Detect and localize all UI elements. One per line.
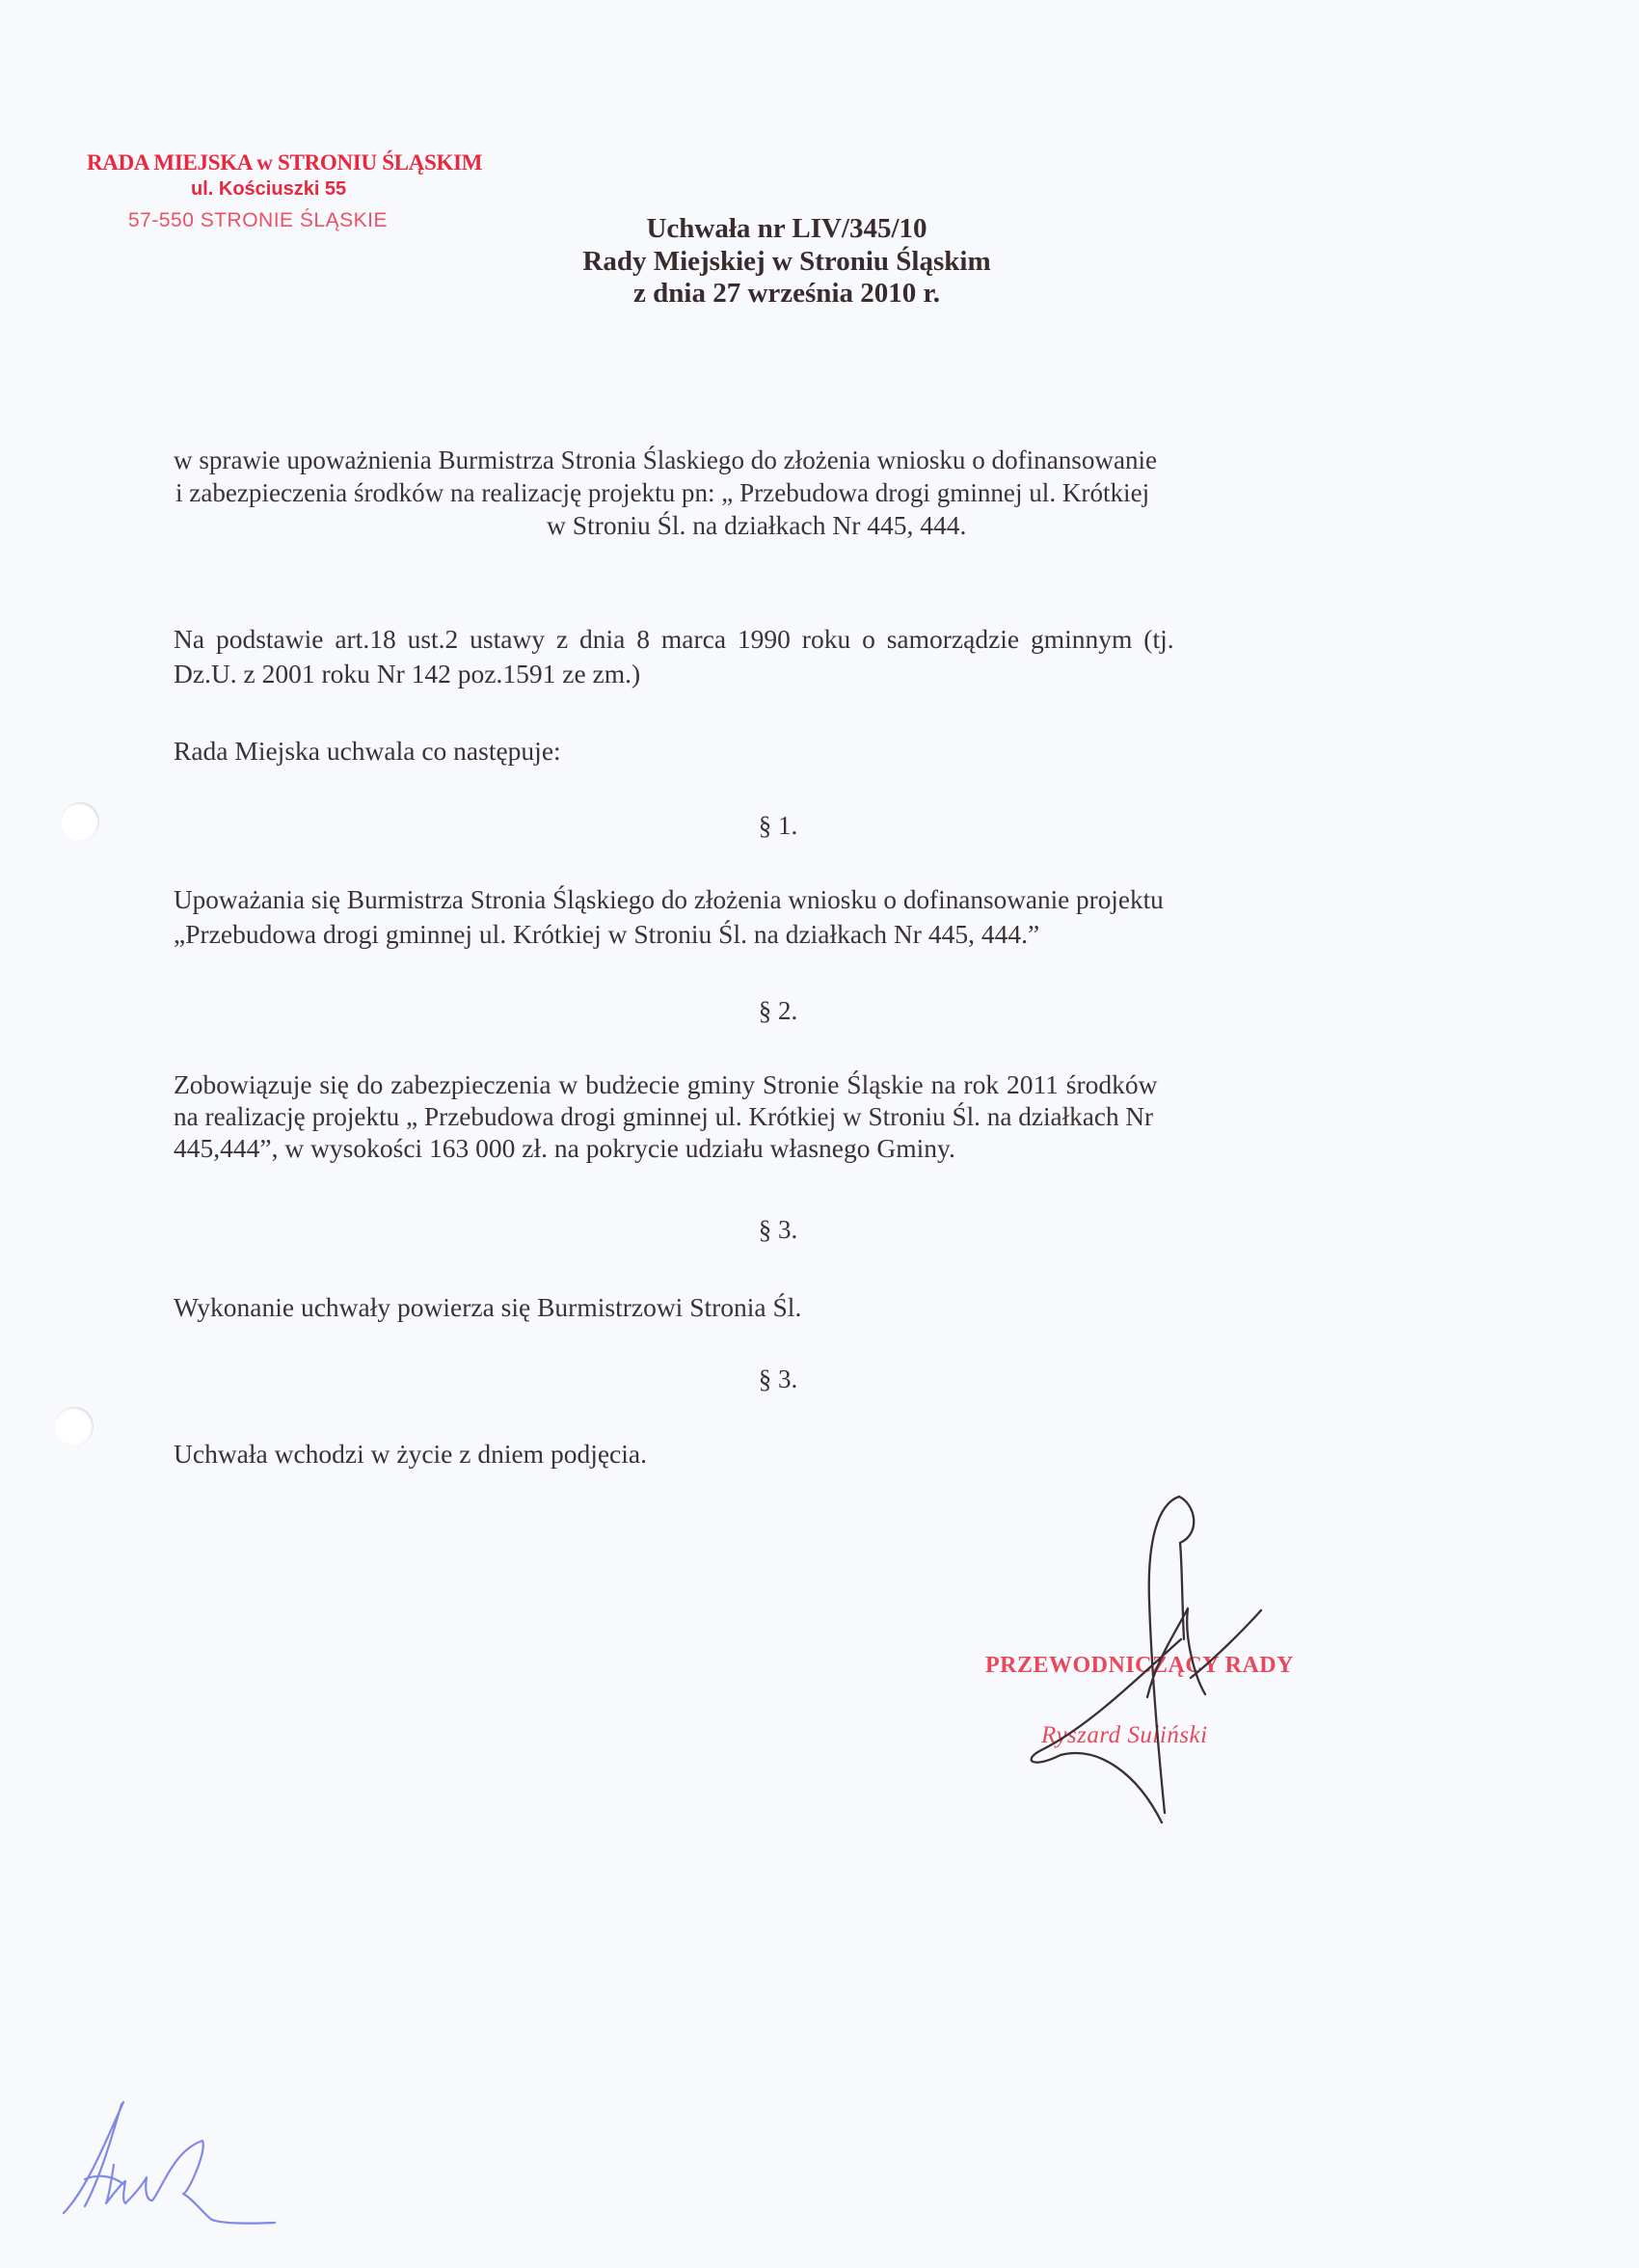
section-line: „Przebudowa drogi gminnej ul. Krótkiej w Stroniu Śl. na działkach Nr 445, 444.” xyxy=(174,919,1040,949)
title-number: Uchwała nr LIV/345/10 xyxy=(646,213,927,244)
section-mark: § 2. xyxy=(758,996,798,1025)
intro-text: Rada Miejska uchwala co następuje: xyxy=(174,736,561,766)
section-line: na realizację projektu „ Przebudowa drogi gminnej ul. Krótkiej w Stroniu Śl. na działkach Nr xyxy=(174,1101,1154,1131)
title-council: Rady Miejskiej w Stroniu Śląskim xyxy=(582,246,991,277)
section-line: Upoważania się Burmistrza Stronia Śląskiego do złożenia wniosku o dofinansowanie projektu xyxy=(174,884,1164,914)
initials-stroke xyxy=(64,2102,275,2224)
punch-hole-bottom xyxy=(55,1407,94,1445)
section-mark: § 1. xyxy=(758,811,798,840)
subject-line: i zabezpieczenia środków na realizację projektu pn: „ Przebudowa drogi gminnej ul. Krótkiej xyxy=(175,477,1150,507)
legal-basis-line: Dz.U. z 2001 roku Nr 142 poz.1591 ze zm.) xyxy=(174,659,641,688)
legal-basis-line: Na podstawie art.18 ust.2 ustawy z dnia 8 marca 1990 roku o samorządzie gminnym (tj. xyxy=(174,624,1174,654)
section-line: Zobowiązuje się do zabezpieczenia w budżecie gminy Stronie Śląskie na rok 2011 środków xyxy=(174,1069,1158,1099)
subject-line: w Stroniu Śl. na działkach Nr 445, 444. xyxy=(547,510,967,540)
council-stamp-line2: ul. Kościuszki 55 xyxy=(191,178,347,200)
section-mark: § 3. xyxy=(758,1364,798,1393)
section-line: 445,444”, w wysokości 163 000 zł. na pokrycie udziału własnego Gminy. xyxy=(174,1133,955,1163)
section-line: Uchwała wchodzi w życie z dniem podjęcia. xyxy=(174,1439,647,1469)
subject-line: w sprawie upoważnienia Burmistrza Stronia Ślaskiego do złożenia wniosku o dofinansowanie xyxy=(174,445,1158,474)
chairman-stamp-name: Ryszard Suliński xyxy=(1041,1722,1208,1748)
section-line: Wykonanie uchwały powierza się Burmistrzowi Stronia Śl. xyxy=(174,1292,802,1322)
section-mark: § 3. xyxy=(758,1215,798,1244)
chairman-stamp-role: PRZEWODNICZĄCY RADY xyxy=(985,1653,1294,1678)
council-stamp-line3: 57-550 STRONIE ŚLĄSKIE xyxy=(128,209,388,231)
council-stamp-line1: RADA MIEJSKA w STRONIU ŚLĄSKIM xyxy=(87,150,483,175)
title-date: z dnia 27 września 2010 r. xyxy=(633,278,940,309)
